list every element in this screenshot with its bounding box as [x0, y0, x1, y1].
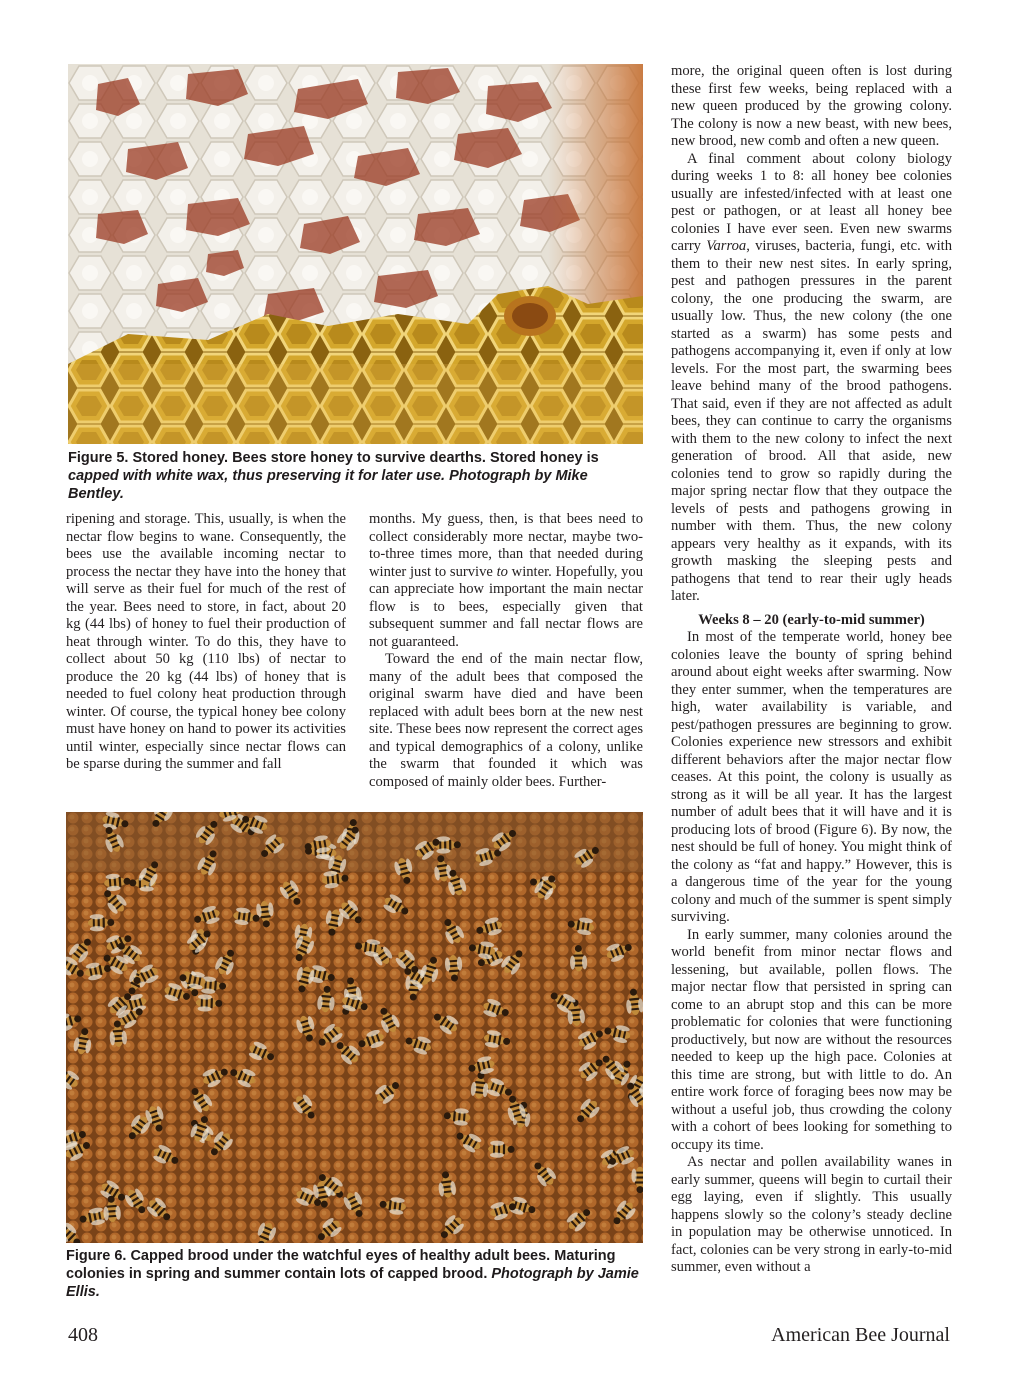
section-heading: Weeks 8 – 20 (early-to-mid summer)	[698, 611, 925, 628]
paragraph	[369, 511, 643, 651]
paragraph-emphasis: Varroa	[706, 238, 747, 254]
journal-name: American Bee Journal	[771, 1324, 950, 1346]
text-column-right	[671, 63, 952, 1277]
paragraph-text: A final comment about colony biology during weeks 1 to 8: all honey bee colonies usually are infested/infected with at least one pest or pathogen, or at least all honey bee colonies I have ever seen. Even new swarms carry	[671, 150, 952, 254]
paragraph	[671, 151, 952, 606]
paragraph-emphasis: to	[496, 563, 508, 580]
figure-5-caption-italic: capped with white wax, thus preserving it for later use. Photograph by Mike Bentley.	[68, 468, 588, 502]
figure-5-photo	[68, 64, 643, 444]
figure-5-caption	[68, 449, 643, 503]
text-column-left	[66, 511, 346, 774]
figure-5-caption-bold: Figure 5. Stored honey. Bees store honey to survive dearths. Stored honey is	[68, 450, 599, 466]
paragraph: In early summer, many colonies around the world benefit from minor nectar flows and lessening, but available, pollen flows. The major nectar flow that persisted in spring can come to an abrupt stop and this can be more problematic for colonies that were functioning productively, but now are without the resources needed to keep up the high pace. Colonies at this time are strong, but with little to do. An entire work force of foraging bees now may be without a useful job, thus crowding the colony with a cohort of bees looking for something to occupy its time.	[671, 926, 952, 1153]
paragraph: more, the original queen often is lost during these first few weeks, being replaced with a new queen produced by the growing colony. The colony is now a new beast, with new bees, new brood, new comb and often a new queen.	[671, 63, 952, 149]
paragraph-text: winter. Hopefully, you can appreciate how important the main nectar flow is to bees, especially given that subsequent summer and fall nectar flows are not guaranteed.	[369, 563, 643, 650]
figure-6-caption-italic: Photograph by Jamie Ellis.	[66, 1266, 639, 1300]
figure-6-photo	[66, 812, 643, 1243]
text-column-middle	[369, 511, 643, 791]
paragraph: In most of the temperate world, honey bee colonies leave the bounty of spring behind around about eight weeks after swarming. Now they enter summer, when the temperatures are high, water availability is variable, and pest/pathogen pressures are beginning to grow. Colonies experience new stressors and exhibit different behaviors after the major nectar flow ceases. At this point, the colony is usually as strong as it will be all year. It has the largest number of adult bees that it will have and it is producing lots of brood (Figure 6). By now, the nest should be full of honey. You might think of the colony as “fat and happy.” However, this is a dangerous time of the year for the young colony and much of the summer is spent simply surviving.	[671, 629, 952, 925]
paragraph-text: , viruses, bacteria, fungi, etc. with them to their new nest sites. In early spring, pest and pathogen pressures in the parent colony, the one producing the swarm, are usually low. Thus, the new colony (the one started as a swarm) has some pests and pathogens accompanying it, even if only at low levels. For the most part, the swarming bees leave behind many of the brood pathogens. That said, even if they are not affected as adult bees, they can continue to carry the organisms with them to the new colony to infect the next generation of brood. All that aside, new colonies tend to grow so rapidly during the major spring nectar flow that they outpace the levels of pests and pathogens growing in number with them. Thus, the new colony appears very healthy as it expands, with its growth masking the sleeping pests and pathogens that tend to rear their ugly heads later.	[671, 238, 952, 604]
figure-6-caption	[66, 1247, 643, 1301]
page-number: 408	[68, 1324, 98, 1346]
figure-6-caption-bold: Figure 6. Capped brood under the watchful eyes of healthy adult bees. Maturing colonies in spring and summer contain lots of capped brood.	[66, 1248, 616, 1282]
paragraph-text: months. My guess, then, is that bees need to collect considerably more nectar, maybe two-to-three times more, than that needed during winter just to survive	[369, 511, 643, 580]
paragraph: ripening and storage. This, usually, is when the nectar flow begins to wane. Consequently, the bees use the available incoming nectar to process the nectar they have into the honey that will serve as their fuel for much of the rest of the year. Bees need to store, in fact, about 20 kg (44 lbs) of honey to fuel their production of heat through winter. To do this, they have to collect about 50 kg (110 lbs) of nectar to produce the 20 kg (44 lbs) of honey that is needed to fuel colony heat production through winter. Of course, the typical honey bee colony must have honey on hand to power its activities until winter, especially since nectar flows can be sparse during the summer and fall	[66, 511, 346, 772]
paragraph: As nectar and pollen availability wanes in early summer, queens will begin to curtail their egg laying, even if slightly. This usually happens slowly so the colony’s steady decline in population may be otherwise unnoticed. In fact, colonies can be very strong in early-to-mid summer, even without a	[671, 1154, 952, 1275]
paragraph: Toward the end of the main nectar flow, many of the adult bees that composed the original swarm have died and have been replaced with adult bees born at the new nest site. These bees now represent the correct ages and typical demographics of a colony, unlike the swarm that founded it which was composed of mainly older bees. Further-	[369, 651, 643, 790]
